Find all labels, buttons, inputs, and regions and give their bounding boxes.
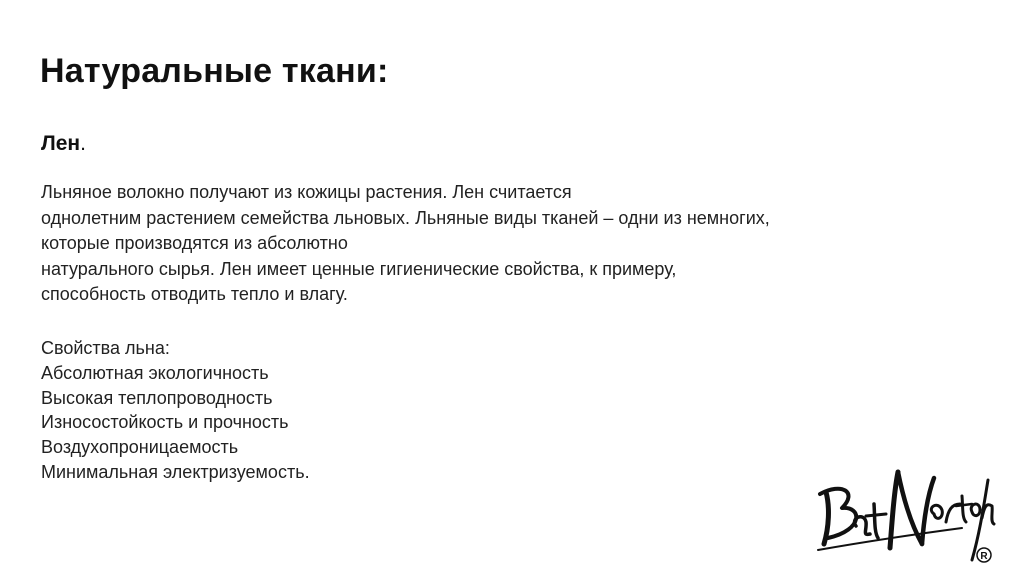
- property-item: Высокая теплопроводность: [41, 387, 273, 408]
- paragraph-line: способность отводить тепло и влагу.: [41, 284, 348, 304]
- properties-heading: Свойства льна:: [41, 338, 170, 358]
- signature-logo-icon: [812, 452, 996, 570]
- description-paragraph: [41, 180, 1001, 308]
- section-heading: [41, 132, 86, 156]
- paragraph-line: однолетним растением семейства льновых. Льняные виды тканей – одни из немногих,: [41, 207, 770, 228]
- property-item: Износостойкость и прочность: [41, 412, 289, 433]
- property-item: Абсолютная экологичность: [41, 362, 269, 383]
- property-item: Минимальная электризуемость.: [41, 461, 310, 482]
- property-item: Воздухопроницаемость: [41, 437, 239, 458]
- paragraph-line: которые производятся из абсолютно: [41, 233, 348, 253]
- paragraph-line: натурального сырья. Лен имеет ценные гигиенические свойства, к примеру,: [41, 258, 677, 279]
- slide-title: Натуральные ткани:: [40, 52, 389, 90]
- section-heading-bold: Лен: [41, 132, 81, 155]
- registered-mark-icon: [977, 548, 991, 562]
- paragraph-line: Льняное волокно получают из кожицы растения. Лен считается: [41, 182, 572, 202]
- properties-list: [41, 336, 741, 485]
- brand-signature-logo: [812, 452, 996, 570]
- section-heading-rest: .: [80, 132, 86, 155]
- svg-text:R: R: [980, 551, 988, 562]
